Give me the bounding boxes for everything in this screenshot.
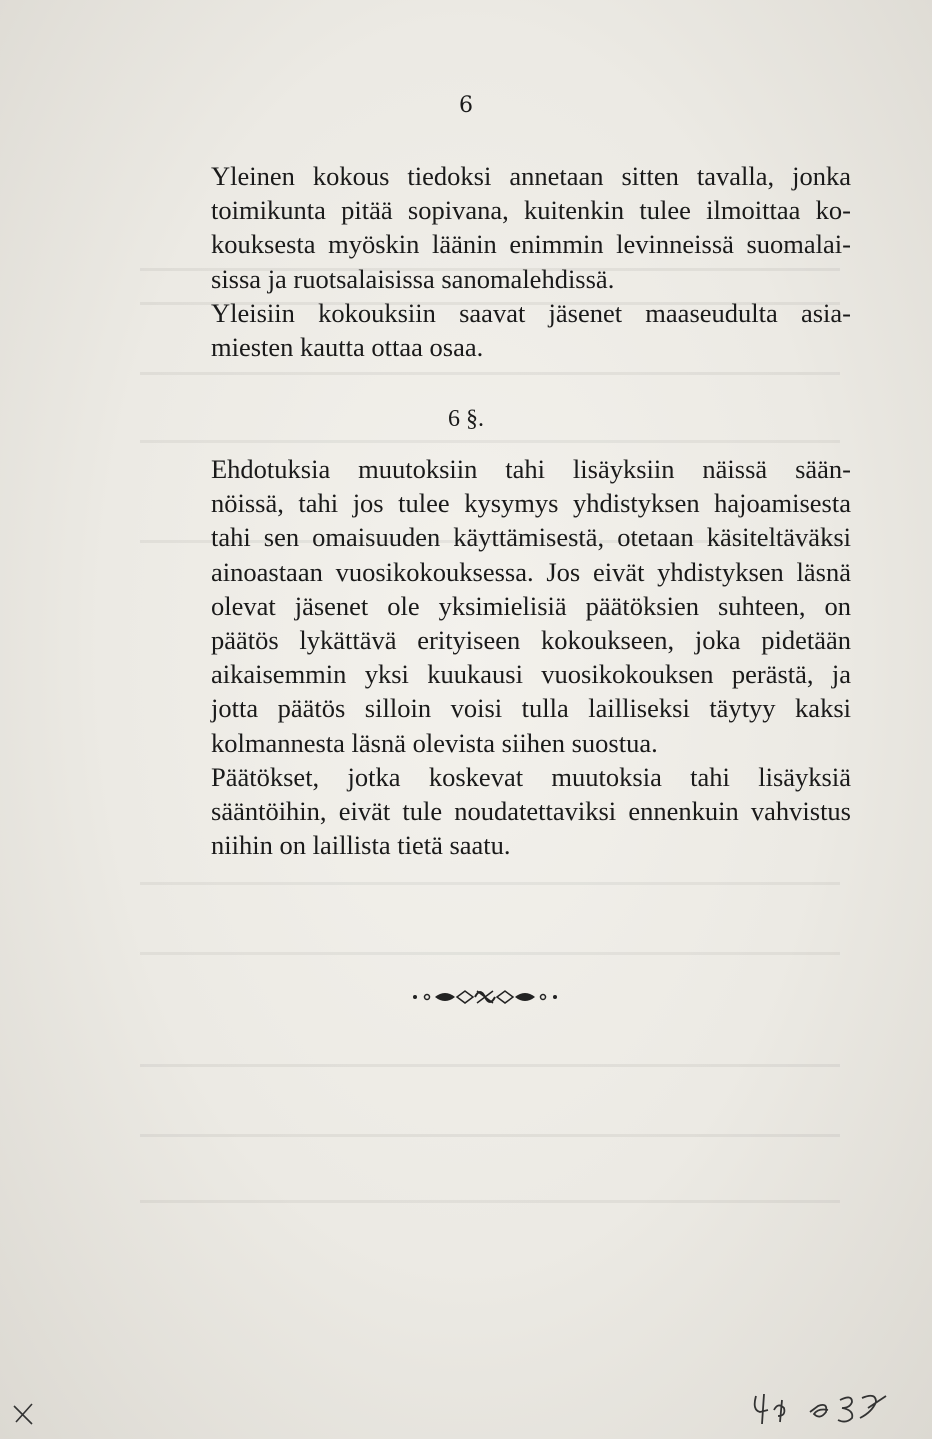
text-line: päätös lykättävä erityiseen kokoukseen, joka pidetään	[211, 625, 851, 656]
text-line: Yleinen kokous tiedoksi annetaan sitten tavalla, jonka	[211, 161, 851, 191]
section-heading: 6 §.	[448, 406, 484, 432]
paragraph-amendments	[139, 452, 851, 760]
text-line: sääntöihin, eivät tule noudatettaviksi ennenkuin vahvistus	[211, 796, 851, 827]
text-line: olevat jäsenet ole yksimielisiä päätöksien suhteen, on	[211, 590, 851, 621]
text-line: jotta päätös silloin voisi tulla lailliseksi täytyy kaksi	[211, 693, 851, 724]
text-line: ainoastaan vuosikokouksessa. Jos eivät yhdistyksen läsnä	[211, 556, 851, 587]
text-block-section	[139, 452, 851, 862]
paragraph-participation	[139, 296, 851, 364]
text-line: sissa ja ruotsalaisissa sanomalehdissä.	[211, 263, 615, 294]
page-number: 6	[459, 93, 473, 118]
text-line: niihin on laillista tietä saatu.	[211, 830, 511, 861]
decorative-divider-icon	[405, 985, 565, 1009]
text-line: kouksesta myöskin läänin enimmin levinneissä suomalai-	[211, 229, 851, 260]
text-line: kolmannesta läsnä olevista siihen suostua.	[211, 727, 658, 758]
text-line: Päätökset, jotka koskevat muutoksia tahi lisäyksiä	[211, 761, 851, 792]
cross-mark-icon	[10, 1400, 38, 1428]
text-line: nöissä, tahi jos tulee kysymys yhdistyksen hajoamisesta	[211, 488, 851, 519]
paragraph-decisions	[139, 760, 851, 863]
text-line: Ehdotuksia muutoksiin tahi lisäyksiin näissä sään-	[211, 454, 851, 484]
text-line: aikaisemmin yksi kuukausi vuosikokouksen perästä, ja	[211, 659, 851, 690]
text-line: tahi sen omaisuuden käyttämisestä, otetaan käsiteltäväksi	[211, 522, 851, 553]
text-block-top	[139, 159, 851, 364]
paragraph-announcement	[139, 159, 851, 296]
text-line: toimikunta pitää sopivana, kuitenkin tulee ilmoittaa ko-	[211, 195, 851, 226]
text-line: miesten kautta ottaa osaa.	[211, 332, 484, 363]
text-line: Yleisiin kokouksiin saavat jäsenet maaseudulta asia-	[211, 297, 851, 328]
handwritten-shelf-mark	[748, 1388, 898, 1428]
